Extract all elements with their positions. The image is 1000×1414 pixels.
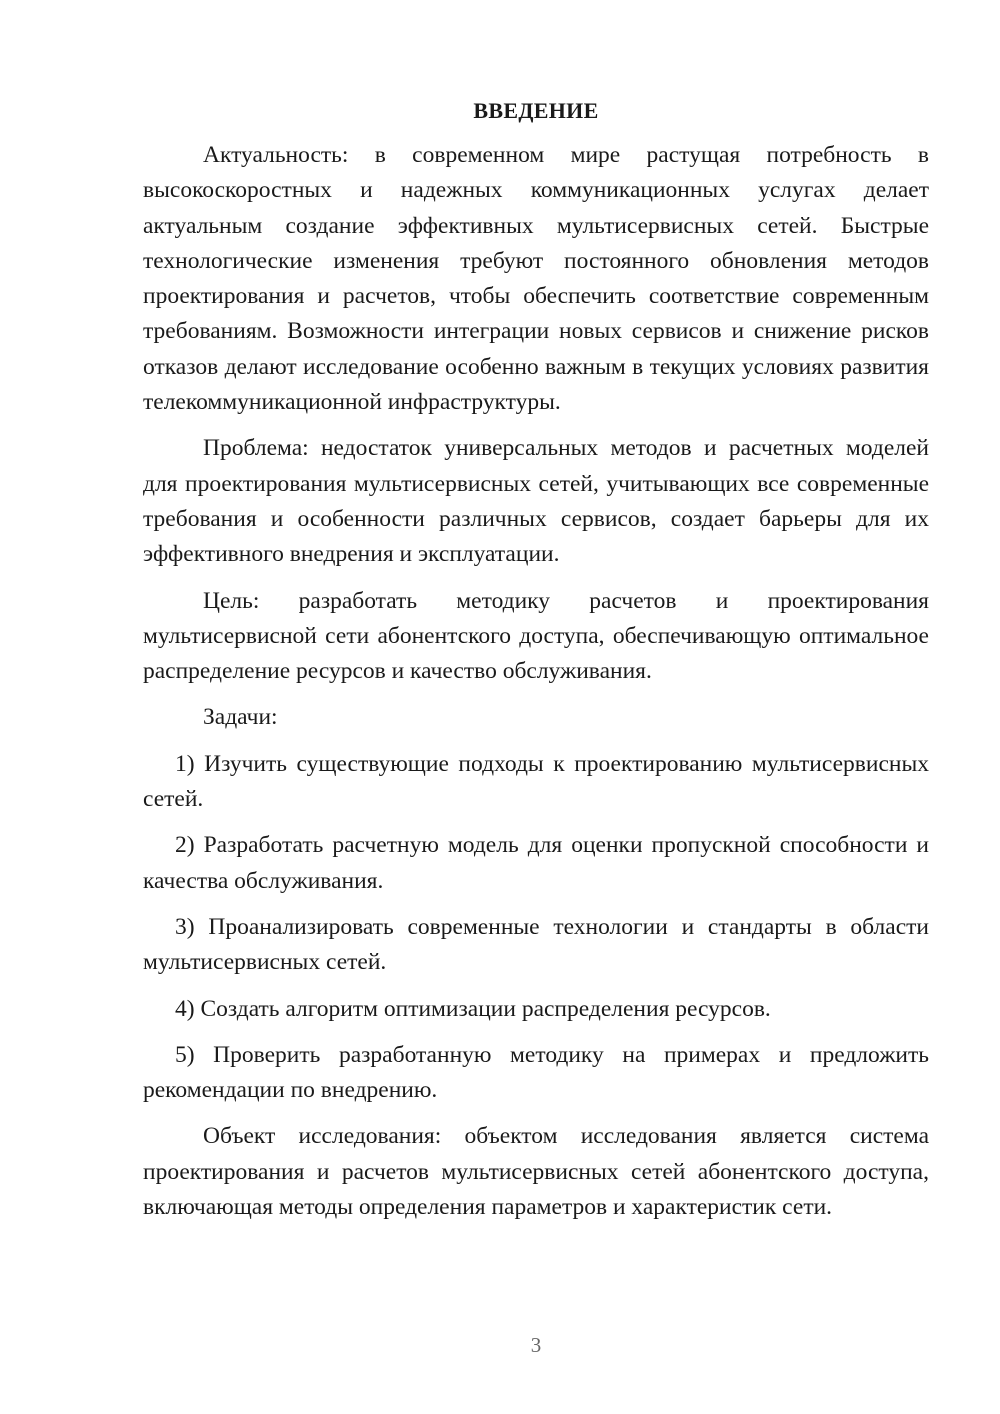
section-title: ВВЕДЕНИЕ bbox=[473, 98, 599, 123]
task-item: 1) Изучить существующие подходы к проектированию мультисервисных сетей. bbox=[143, 750, 929, 813]
object-paragraph: Объект исследования: объектом исследования является система проектирования и расчетов мультисервисных сетей абонентского доступа, включающая методы определения параметров и характеристик сети. bbox=[143, 1123, 929, 1221]
page-number: 3 bbox=[530, 1333, 542, 1357]
document-page bbox=[143, 96, 929, 1236]
goal-paragraph: Цель: разработать методику расчетов и проектирования мультисервисной сети абонентского доступа, обеспечивающую оптимальное распределение ресурсов и качество обслуживания. bbox=[143, 587, 929, 685]
task-item: 4) Создать алгоритм оптимизации распределения ресурсов. bbox=[175, 995, 771, 1022]
relevance-paragraph: Актуальность: в современном мире растущая потребность в высокоскоростных и надежных коммуникационных услугах делает актуальным создание эффективных мультисервисных сетей. Быстрые технологические изменения требуют постоянного обновления методов проектирования и расчетов, чтобы обеспечить соответствие современным требованиям. Возможности интеграции новых сервисов и снижение рисков отказов делают исследование особенно важным в текущих условиях развития телекоммуникационной инфраструктуры. bbox=[143, 142, 929, 416]
task-item: 5) Проверить разработанную методику на примерах и предложить рекомендации по внедрению. bbox=[143, 1041, 929, 1104]
problem-paragraph: Проблема: недостаток универсальных методов и расчетных моделей для проектирования мультисервисных сетей, учитывающих все современные требования и особенности различных сервисов, создает барьеры для их эффективного внедрения и эксплуатации. bbox=[143, 435, 929, 568]
task-item: 3) Проанализировать современные технологии и стандарты в области мультисервисных сетей. bbox=[143, 913, 929, 976]
tasks-heading: Задачи: bbox=[203, 704, 278, 731]
task-item: 2) Разработать расчетную модель для оценки пропускной способности и качества обслуживания. bbox=[143, 832, 929, 894]
